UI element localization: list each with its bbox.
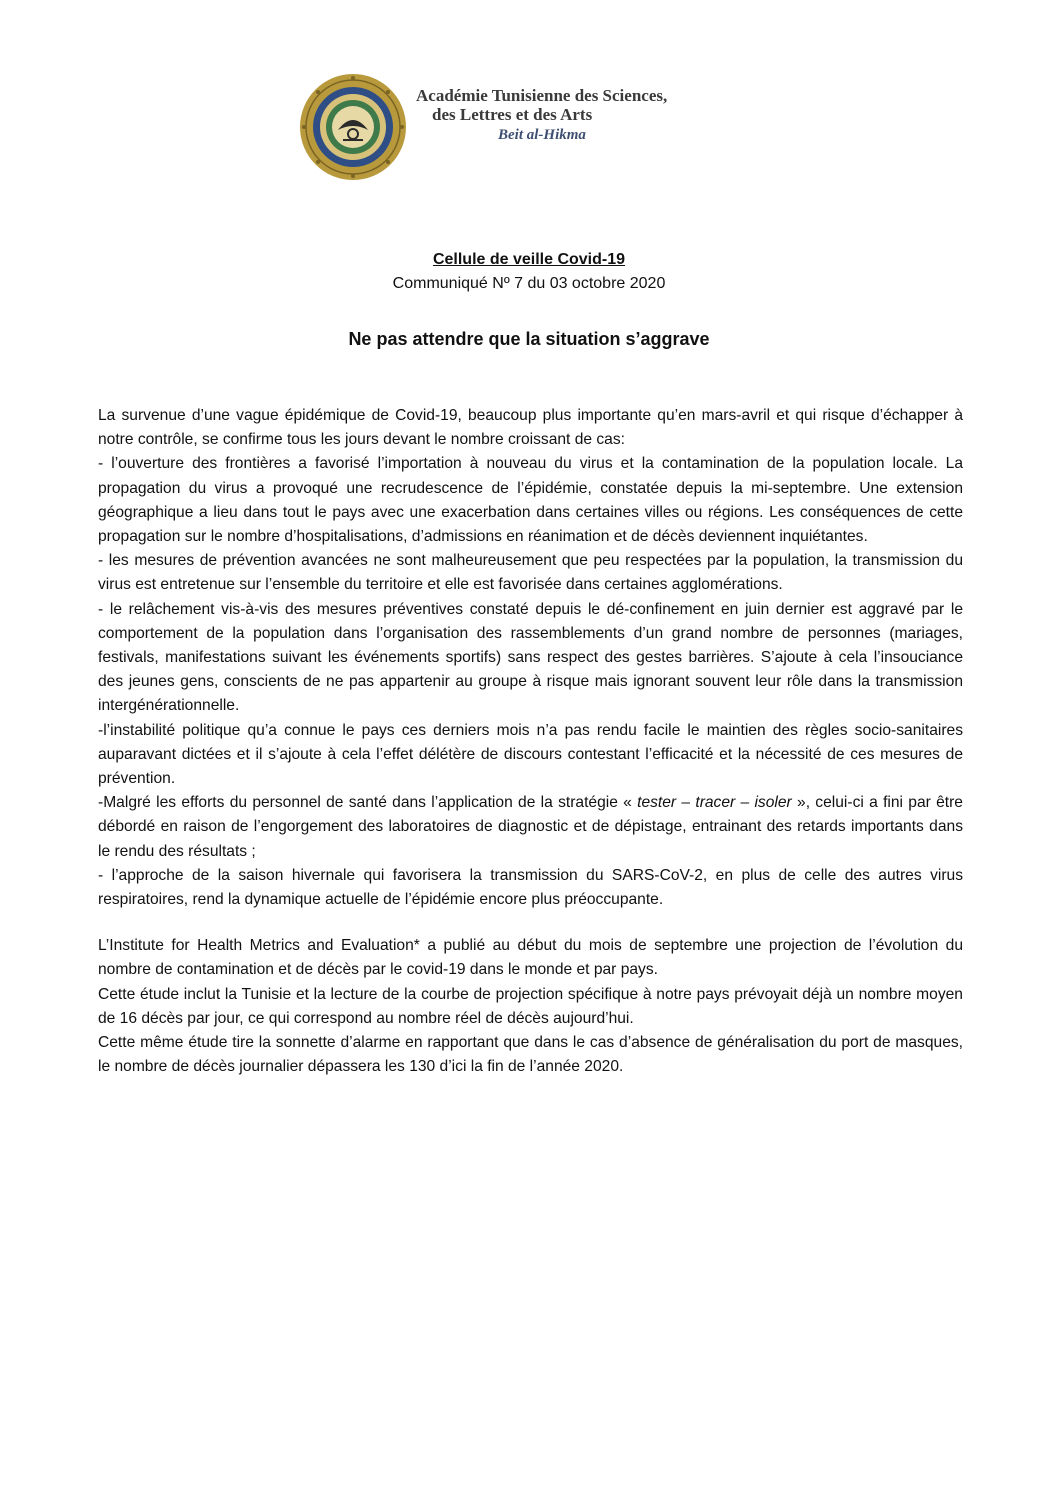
- page-title: Ne pas attendre que la situation s’aggrave: [348, 329, 710, 349]
- list-item: [98, 791, 963, 864]
- ihme-paragraph: Cette même étude tire la sonnette d’alarme en rapportant que dans le cas d’absence de généralisation du port de masques, le nombre de décès journalier dépassera les 130 d’ici la fin de l’année 2020.: [98, 1034, 963, 1076]
- intro-paragraph: La survenue d’une vague épidémique de Covid-19, beaucoup plus importante qu’en mars-avril et qui risque d’échapper à notre contrôle, se confirme tous les jours devant le nombre croissant de cas:: [98, 407, 963, 449]
- strategy-text-after: », celui-ci a fini par être débordé en raison de l’engorgement des laboratoires de diagnostic et de dépistage, entrainant des retards importants dans le rendu des résultats ;: [98, 794, 963, 860]
- cell-title: Cellule de veille Covid-19: [432, 251, 626, 268]
- list-item: - l’approche de la saison hivernale qui favorisera la transmission du SARS-CoV-2, en plus de celle des autres virus respiratoires, rend la dynamique actuelle de l’épidémie encore plus préoccupante.: [98, 866, 963, 909]
- ihme-paragraph: L’Institute for Health Metrics and Evaluation* a publié au début du mois de septembre une projection de l’évolution du nombre de contamination et de décès par le covid-19 dans le monde et par pays.: [98, 937, 963, 979]
- document-body: [98, 404, 963, 1079]
- strategy-text-before: -Malgré les efforts du personnel de santé dans l’application de la stratégie «: [98, 794, 638, 812]
- paragraph-spacer: [98, 912, 963, 934]
- academy-name: [416, 86, 716, 146]
- communique-number-date: Communiqué Nº 7 du 03 octobre 2020: [392, 275, 666, 292]
- list-item: - les mesures de prévention avancées ne sont malheureusement que peu respectées par la population, la transmission du virus est entretenue sur l’ensemble du territoire et elle est favorisée dans certaines agglomérations.: [98, 552, 963, 594]
- list-item: -l’instabilité politique qu’a connue le pays ces derniers mois n’a pas rendu facile le maintien des règles socio-sanitaires auparavant dictées et il s’ajoute à cela l’effet délétère de discours contestant l’efficacité et la nécessité de ces mesures de prévention.: [98, 721, 963, 788]
- list-item: - le relâchement vis-à-vis des mesures préventives constaté depuis le dé-confinement en juin dernier est aggravé par le comportement de la population dans l’organisation des rassemblements d’un grand nombre de personnes (mariages, festivals, manifestations suivant les événements sportifs) sans respect des gestes barrières. S’ajoute à cela l’insouciance des jeunes gens, conscients de ne pas appartenir au groupe à risque mais ignorant souvent leur rôle dans la transmission intergénérationnelle.: [98, 600, 963, 715]
- ihme-paragraph: Cette étude inclut la Tunisie et la lecture de la courbe de projection spécifique à notre pays prévoyait déjà un nombre moyen de 16 décès par jour, ce qui correspond au nombre réel de décès aujourd’hui.: [98, 985, 963, 1027]
- academy-name-arabic-title: Beit al-Hikma: [498, 127, 586, 143]
- list-item: - l’ouverture des frontières a favorisé l’importation à nouveau du virus et la contamination de la population locale. La propagation du virus a provoqué une recrudescence de l’épidémie, constatée depuis la mi-septembre. Une extension géographique a lieu dans tout le pays avec une exacerbation dans certaines villes ou régions. Les conséquences de cette propagation sur le nombre d’hospitalisations, d’admissions en réanimation et de décès deviennent inquiétantes.: [98, 455, 963, 546]
- letterhead: [298, 72, 718, 182]
- academy-name-line2: des Lettres et des Arts: [432, 105, 593, 124]
- academy-seal-logo: [298, 72, 408, 182]
- strategy-name: tester – tracer – isoler: [637, 794, 792, 812]
- academy-name-line1: Académie Tunisienne des Sciences,: [416, 86, 668, 105]
